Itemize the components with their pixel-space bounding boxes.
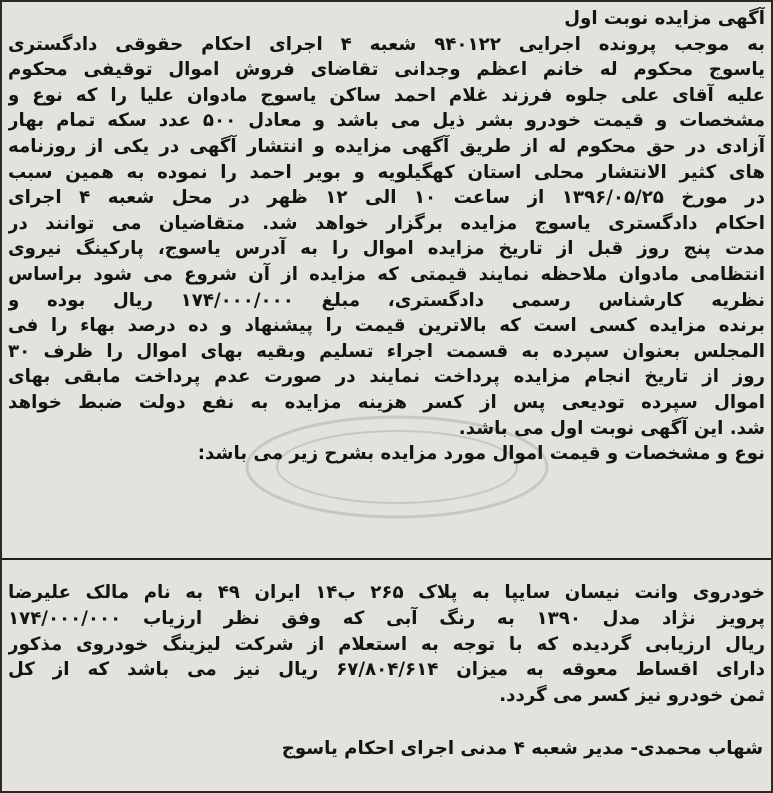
notice-line: روز از تاریخ انجام مزایده پرداخت نمایند در صورت عدم پرداخت مابقی بهای	[8, 366, 765, 388]
vehicle-line: پرویز نژاد مدل ۱۳۹۰ به رنگ آبی که وفق نظر ارزیاب ۱۷۴/۰۰۰/۰۰۰	[8, 607, 765, 629]
notice-line: علیه آقای علی جلوه فرزند غلام احمد ساکن یاسوج مادوان علیا را که نوع و	[8, 84, 765, 106]
notice-title: آگهی مزایده نوبت اول	[564, 8, 765, 29]
notice-line: نظریه کارشناس رسمی دادگستری، مبلغ ۱۷۴/۰۰۰/۰۰۰ ریال بوده و	[8, 289, 765, 311]
vehicle-line: ثمن خودرو نیز کسر می گردد.	[499, 685, 765, 707]
auction-notice	[8, 6, 765, 467]
notice-line: های کثیر الانتشار محلی استان کهگیلویه و بویر احمد را نموده به همین سبب	[8, 161, 765, 183]
notice-line: مدت پنج روز قبل از تاریخ مزایده اموال را به آدرس یاسوج، پارکینگ نیروی	[8, 238, 765, 260]
vehicle-specification	[8, 580, 765, 709]
notice-line: به موجب پرونده اجرایی ۹۴۰۱۲۲ شعبه ۴ اجرای احکام حقوقی دادگستری	[8, 33, 765, 55]
section-divider	[2, 558, 771, 560]
vehicle-line: دارای اقساط معوقه به میزان ۶۷/۸۰۴/۶۱۴ ریال نیز می باشد که از کل	[8, 659, 765, 681]
notice-line: احکام دادگستری یاسوج مزایده برگزار خواهد شد. متقاضیان می توانند در	[8, 212, 765, 234]
notice-line: شد. این آگهی نوبت اول می باشد.	[458, 417, 765, 439]
notice-line: مشخصات و قیمت خودرو بشر ذیل می باشد و معادل ۵۰۰ عدد سکه تمام بهار	[8, 110, 765, 132]
signature-line: شهاب محمدی- مدیر شعبه ۴ مدنی اجرای احکام یاسوج	[281, 738, 763, 759]
vehicle-line: ریال ارزیابی گردیده که با توجه به استعلام از شرکت لیزینگ خودروی مذکور	[8, 633, 765, 655]
notice-line: برنده مزایده کسی است که بالاترین قیمت را پیشنهاد و ده درصد بهاء را فی	[8, 315, 765, 337]
notice-line: آزادی در حق محکوم له از طریق آگهی مزایده و انتشار آگهی در یکی از روزنامه	[8, 135, 765, 157]
notice-line: نوع و مشخصات و قیمت اموال مورد مزایده بشرح زیر می باشد:	[197, 443, 765, 465]
notice-line: اموال سپرده تودیعی پس از کسر هزینه مزایده به نفع دولت ضبط خواهد	[8, 391, 765, 413]
vehicle-line: خودروی وانت نیسان سایپا به پلاک ۲۶۵ ب۱۴ ایران ۴۹ به نام مالک علیرضا	[8, 582, 765, 603]
notice-line: در مورخ ۱۳۹۶/۰۵/۲۵ از ساعت ۱۰ الی ۱۲ ظهر در محل شعبه ۴ اجرای	[8, 187, 765, 209]
notice-line: یاسوج محکوم له خانم اعظم وجدانی تقاضای فروش اموال توقیفی محکوم	[8, 59, 765, 81]
notice-line: انتظامی مادوان ملاحظه نمایند قیمتی که مزایده از آن شروع می شود براساس	[8, 263, 765, 285]
notice-line: المجلس بعنوان سپرده به قسمت اجراء تسلیم وبقیه بهای اموال را ظرف ۳۰	[8, 340, 765, 362]
